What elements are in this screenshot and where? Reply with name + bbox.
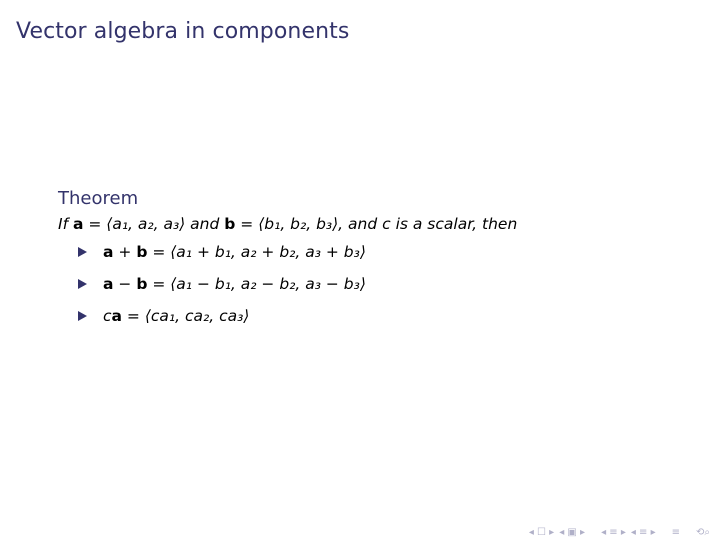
nav-next-section-icon[interactable]: ◂ ≡ ▸ [630, 527, 656, 538]
theorem-heading: Theorem [58, 188, 139, 209]
nav-first-icon[interactable]: ◂ ☐ ▸ [528, 527, 555, 538]
sum-formula [103, 243, 366, 261]
beamer-navigation-bar [529, 527, 710, 539]
bullet-triangle-icon [78, 279, 87, 289]
vector-a-definition: = ⟨a₁, a₂, a₃⟩ [83, 215, 191, 233]
nav-prev-frame-icon[interactable]: ◂ ▣ ▸ [559, 527, 586, 538]
list-item-scalar-multiple [58, 300, 698, 332]
diff-rhs: = ⟨a₁ − b₁, a₂ − b₂, a₃ − b₃⟩ [147, 275, 366, 293]
diff-op: − [113, 275, 137, 293]
slide-title: Vector algebra in components [16, 19, 350, 44]
list-item-sum [58, 236, 698, 268]
sum-op: + [113, 243, 137, 261]
theorem-items [58, 236, 698, 332]
vector-b-definition: = ⟨b₁, b₂, b₃⟩, [235, 215, 349, 233]
nav-align-icon[interactable]: ≡ [671, 527, 681, 538]
nav-search-icon[interactable]: ⟲⌕ [696, 527, 710, 538]
vector-b: b [224, 215, 236, 233]
diff-b: b [136, 275, 148, 293]
scalar-formula [103, 307, 249, 325]
sum-a: a [103, 243, 114, 261]
bullet-triangle-icon [78, 247, 87, 257]
diff-a: a [103, 275, 114, 293]
statement-rest: and c is a scalar, then [348, 215, 518, 233]
scalar-vec: a [111, 307, 122, 325]
statement-and: and [190, 215, 220, 233]
theorem-block [58, 186, 698, 332]
statement-if: If [58, 215, 69, 233]
vector-a: a [72, 215, 84, 233]
sum-rhs: = ⟨a₁ + b₁, a₂ + b₂, a₃ + b₃⟩ [147, 243, 366, 261]
bullet-triangle-icon [78, 311, 87, 321]
scalar-rhs: = ⟨ca₁, ca₂, ca₃⟩ [122, 307, 250, 325]
nav-prev-section-icon[interactable]: ◂ ≡ ▸ [601, 527, 626, 538]
scalar-c: c [103, 307, 112, 325]
theorem-statement [58, 212, 698, 236]
sum-b: b [136, 243, 148, 261]
difference-formula [103, 275, 366, 293]
list-item-difference [58, 268, 698, 300]
